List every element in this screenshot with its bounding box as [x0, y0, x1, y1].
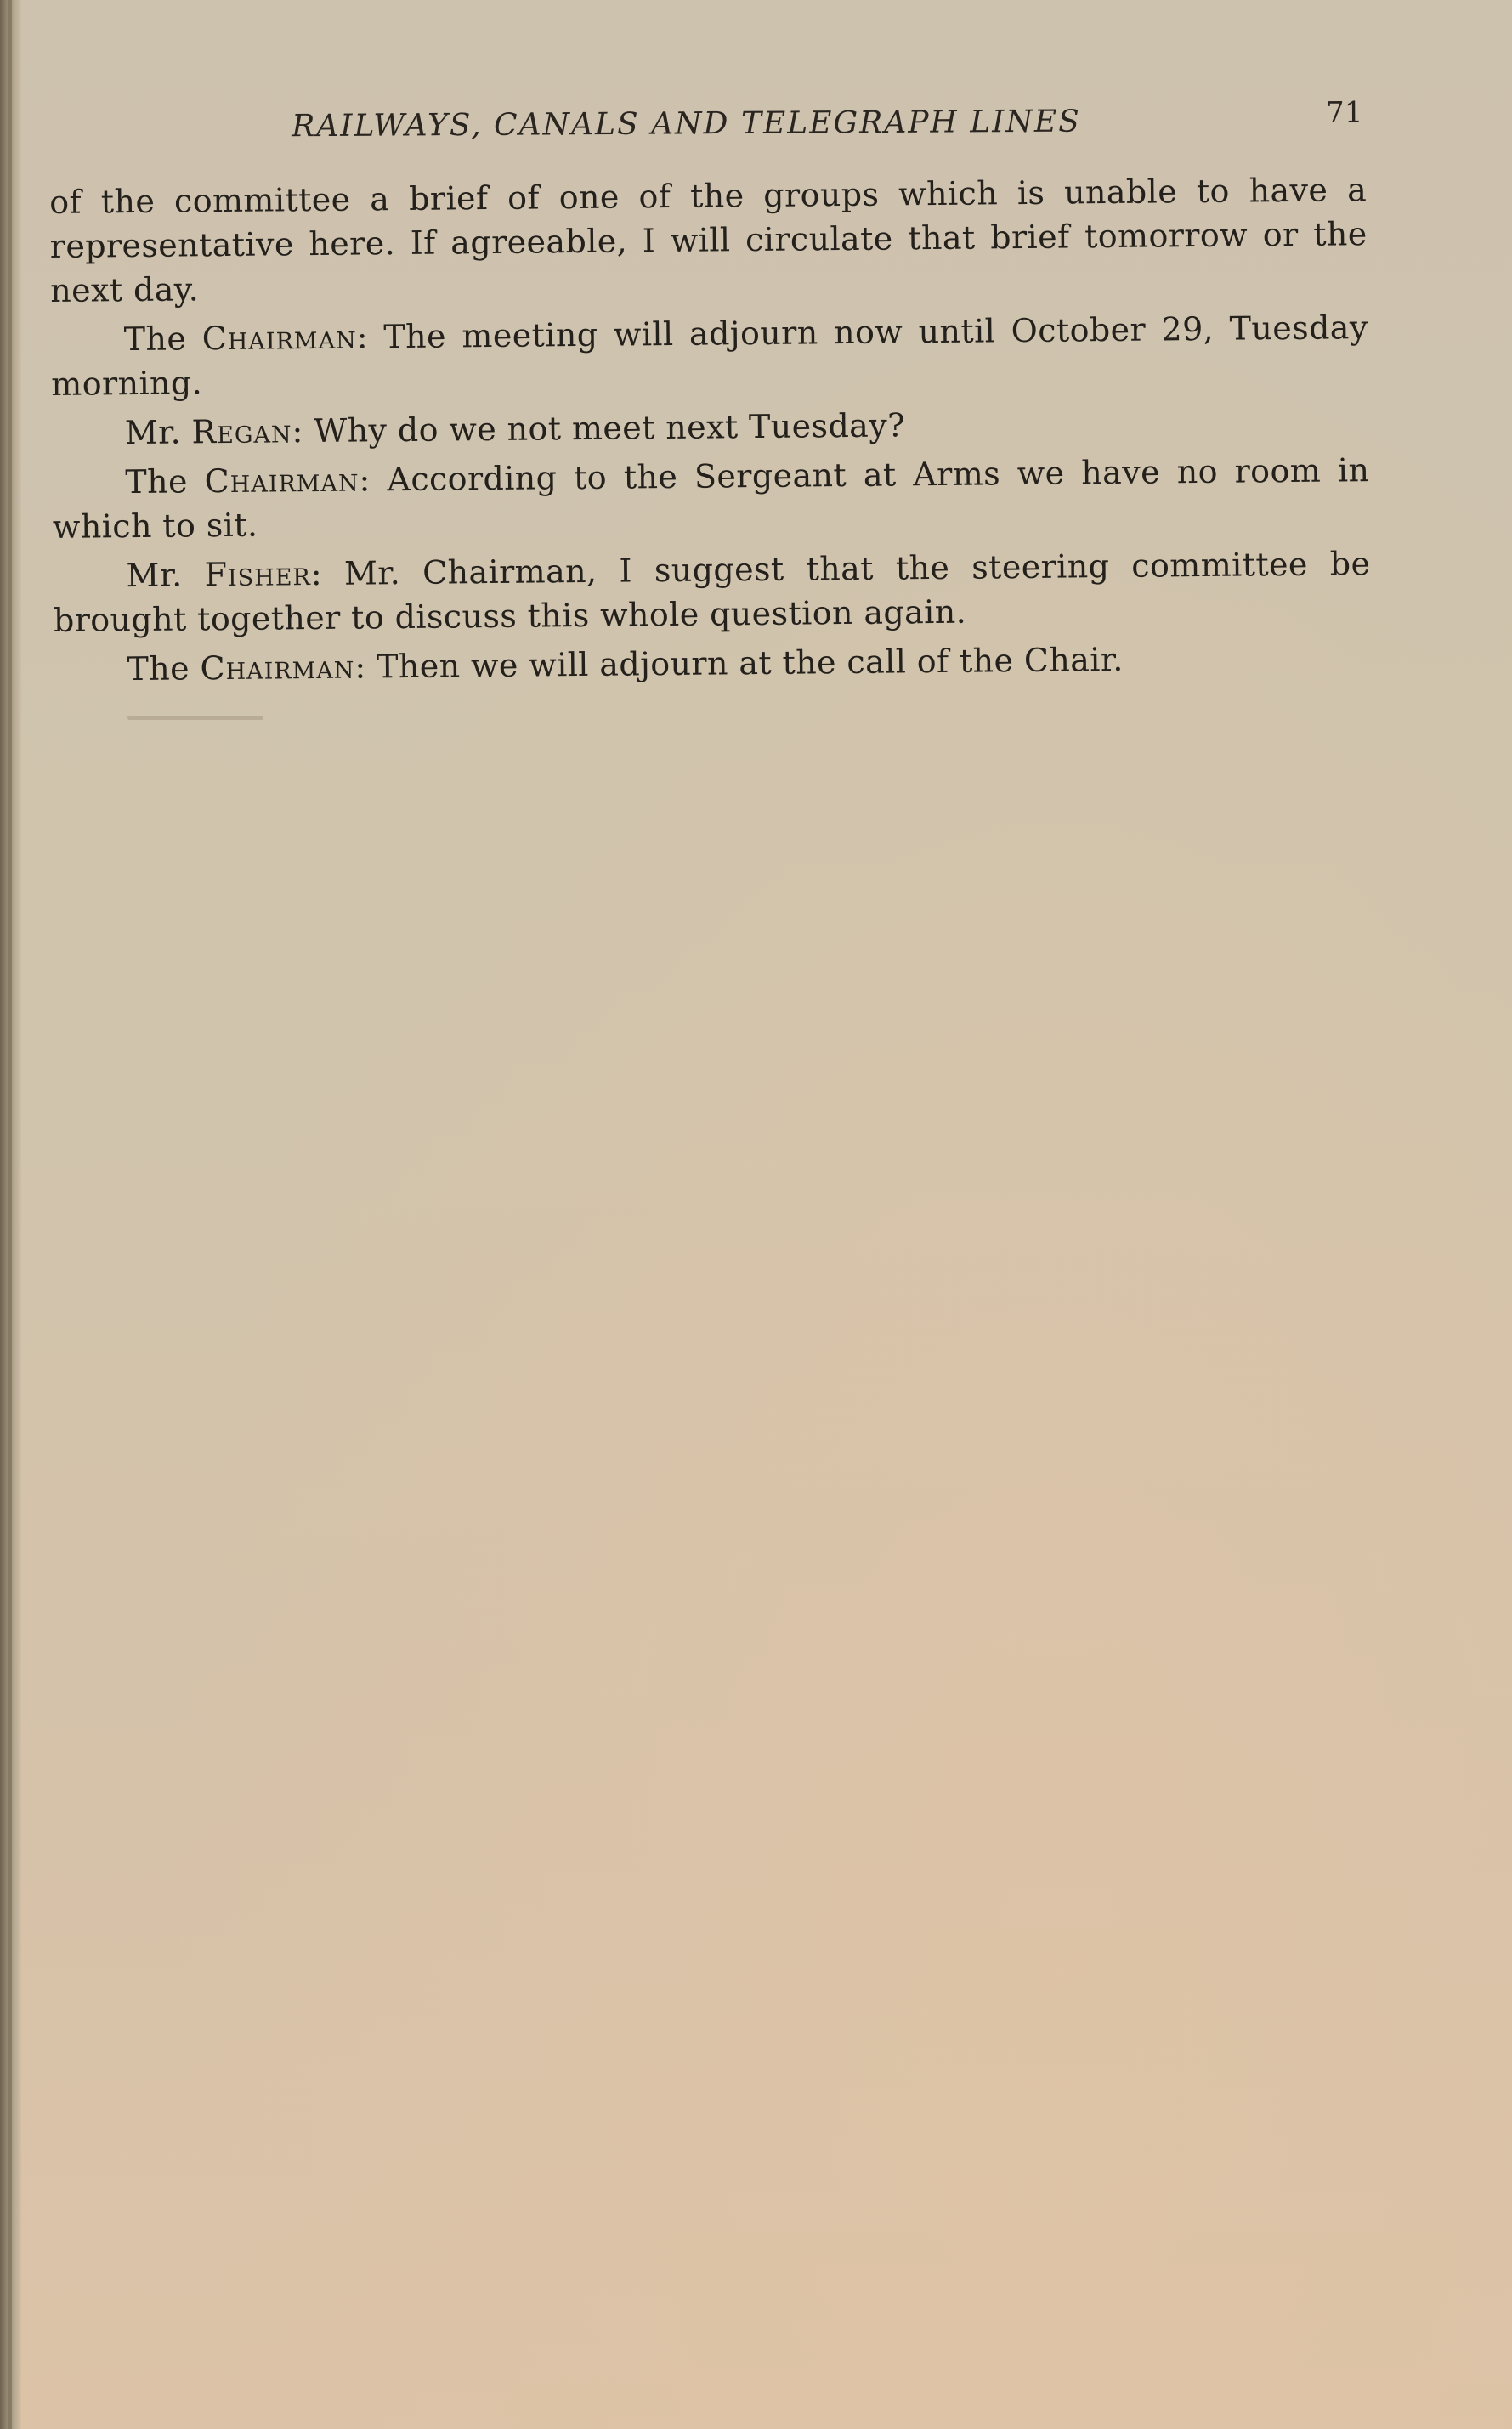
paragraph-text: : The meeting will adjourn now until October 29, Tuesday morning.	[51, 309, 1368, 403]
speaker-prefix: Mr.	[124, 413, 192, 452]
paragraph-fisher-suggestion	[53, 541, 1371, 643]
binding-shadow-line	[8, 0, 12, 2429]
speaker-prefix: The	[125, 462, 205, 501]
running-title: RAILWAYS, CANALS AND TELEGRAPH LINES	[292, 104, 1082, 144]
paragraph-text: : Mr. Chairman, I suggest that the steering committee be brought together to discuss this whole question again.	[53, 545, 1371, 639]
speaker-name: Chairman	[201, 318, 357, 358]
speaker-prefix: Mr.	[126, 556, 205, 595]
running-header	[51, 93, 1368, 151]
paragraph-text: : Then we will adjourn at the call of the Chair.	[354, 640, 1124, 686]
paragraph-chairman-final	[54, 635, 1371, 692]
paragraph-regan-question	[52, 399, 1369, 456]
print-smudge	[127, 716, 263, 720]
paragraph-chairman-adjourn	[51, 305, 1369, 406]
paragraph-text: : According to the Sergeant at Arms we have no room in which to sit.	[52, 451, 1370, 546]
paragraph-continuation	[49, 167, 1368, 313]
speaker-name: Chairman	[200, 648, 355, 688]
speaker-prefix: The	[123, 320, 203, 359]
body-text	[49, 167, 1372, 697]
speaker-name: Chairman	[204, 461, 360, 501]
speaker-name: Fisher	[204, 555, 311, 594]
speaker-prefix: The	[127, 649, 201, 688]
paragraph-text: : Why do we not meet next Tuesday?	[292, 406, 906, 450]
paragraph-text: of the committee a brief of one of the groups which is unable to have a representative here. If agreeable, I will circulate that brief tomorrow or the next day.	[49, 171, 1368, 309]
page-number: 71	[1325, 95, 1363, 130]
paragraph-chairman-room	[52, 448, 1370, 549]
speaker-name: Regan	[191, 412, 292, 451]
